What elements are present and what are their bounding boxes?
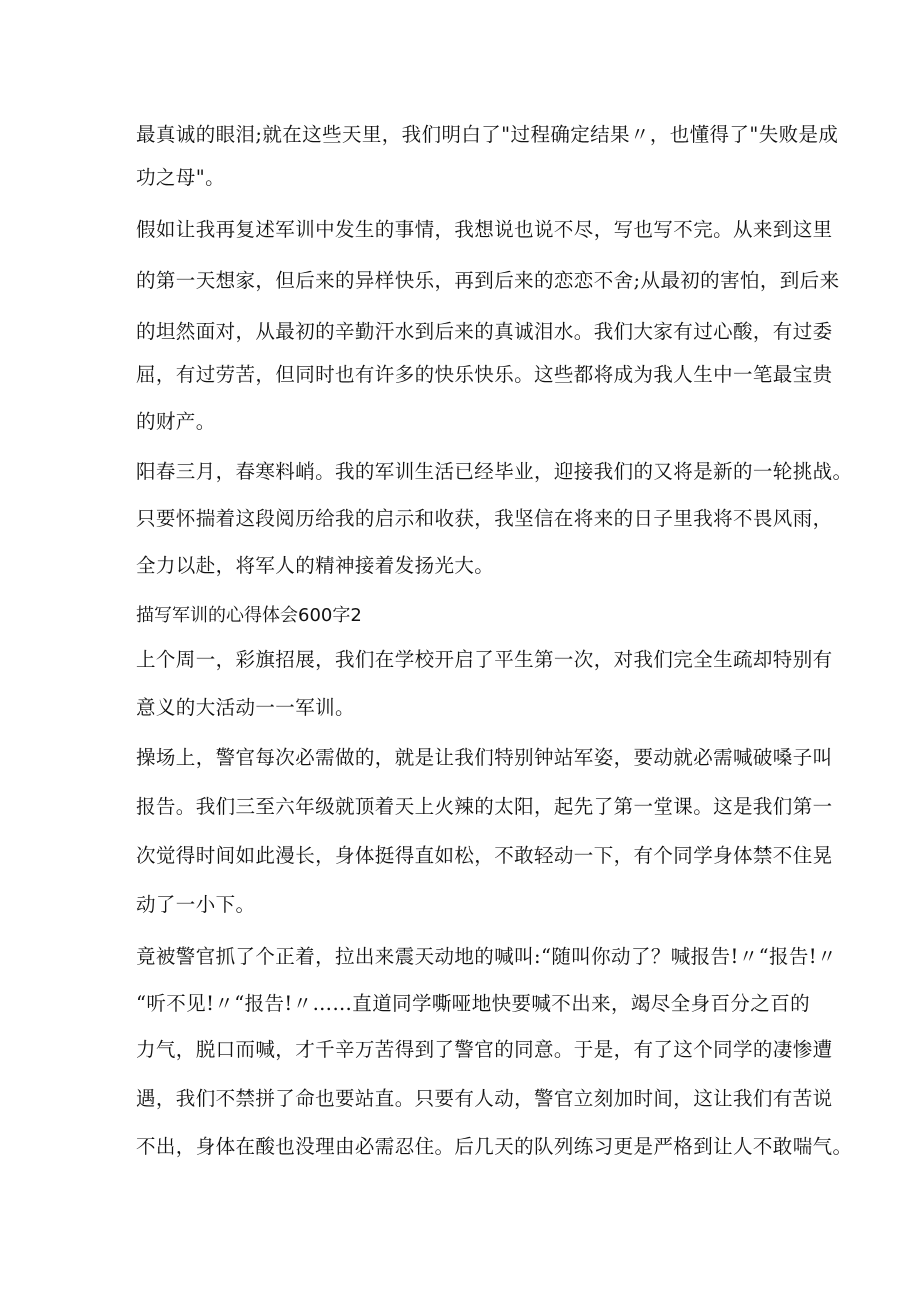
text-line: 竟被警官抓了个正着，拉出来震天动地的喊叫:“随叫你动了？喊报告!〃“报告!〃 (136, 945, 837, 968)
text-line: 操场上，警官每次必需做的，就是让我们特别钟站军姿，要动就必需喊破嗓子叫 (136, 746, 833, 769)
text-line: 不出，身体在酸也没理由必需忍住。后几天的队列练习更是严格到让人不敢喘气。 (136, 1135, 853, 1158)
text-line: 假如让我再复述军训中发生的事情，我想说也说不尽，写也写不完。从来到这里 (136, 218, 833, 241)
text-line: 的第一天想家，但后来的异样快乐，再到后来的恋恋不舍;从最初的害怕，到后来 (136, 269, 840, 292)
text-line: 意义的大活动一一军训。 (136, 696, 355, 719)
text-line: 阳春三月，春寒料峭。我的军训生活已经毕业，迎接我们的又将是新的一轮挑战。 (136, 460, 853, 483)
text-line: 报告。我们三至六年级就顶着天上火辣的太阳，起先了第一堂课。这是我们第一 (136, 795, 833, 818)
text-line: 屈，有过劳苦，但同时也有许多的快乐快乐。这些都将成为我人生中一笔最宝贵 (136, 363, 833, 386)
text-line: 上个周一，彩旗招展，我们在学校开启了平生第一次，对我们完全生疏却特别有 (136, 648, 833, 671)
text-line: 最真诚的眼泪;就在这些天里，我们明白了"过程确定结果〃，也懂得了"失败是成 (136, 123, 839, 146)
text-line: 全力以赴，将军人的精神接着发扬光大。 (136, 554, 495, 577)
text-line: 次觉得时间如此漫长，身体挺得直如松，不敢轻动一下，有个同学身体禁不住晃 (136, 844, 833, 867)
section-heading: 描写军训的心得体会600字2 (136, 605, 362, 626)
text-line: 动了一小下。 (136, 893, 256, 916)
text-line: 的财产。 (136, 410, 216, 433)
text-line: 力气，脱口而喊，才千辛万苦得到了警官的同意。于是，有了这个同学的凄惨遭 (136, 1038, 833, 1061)
text-line: 的坦然面对，从最初的辛勤汗水到后来的真诚泪水。我们大家有过心酸，有过委 (136, 320, 833, 343)
text-line: 只要怀揣着这段阅历给我的启示和收获，我坚信在将来的日子里我将不畏风雨， (136, 507, 833, 530)
text-line: “听不见!〃“报告!〃……直道同学嘶哑地快要喊不出来，竭尽全身百分之百的 (136, 992, 811, 1015)
text-line: 遇，我们不禁拼了命也要站直。只要有人动，警官立刻加时间，这让我们有苦说 (136, 1087, 833, 1110)
text-line: 功之母"。 (136, 166, 225, 189)
